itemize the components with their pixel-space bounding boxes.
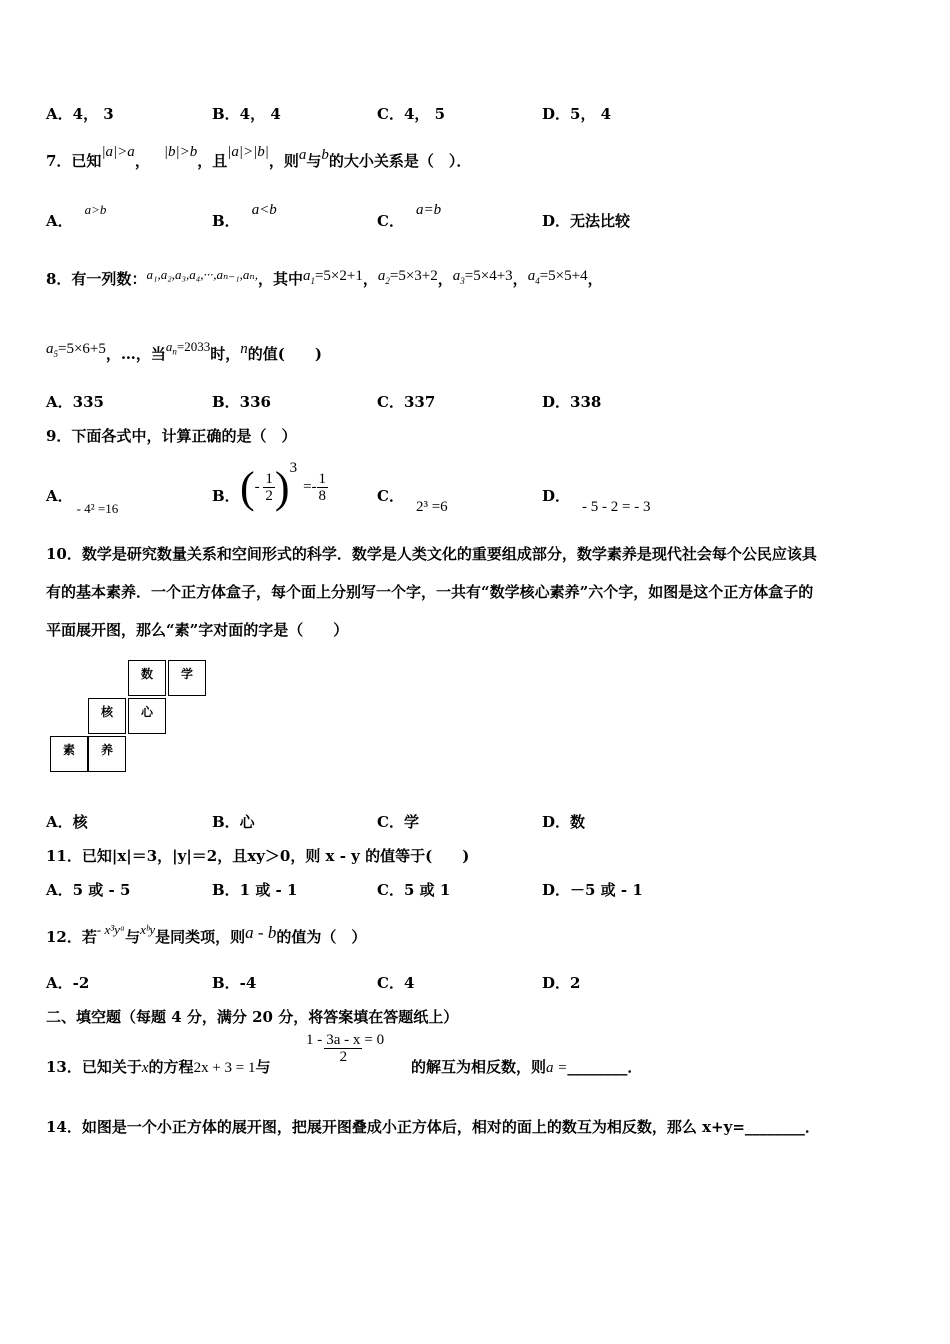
q8-an: =2033 bbox=[176, 339, 211, 354]
q13-eq1: 2x + 3 = 1 bbox=[193, 1060, 256, 1076]
q9-option-d bbox=[542, 485, 651, 515]
q7-var-a: a bbox=[298, 147, 307, 163]
q12-expr: a - b bbox=[245, 923, 277, 942]
q8-option-d: D．338 bbox=[542, 393, 602, 411]
q12-option-d: D．2 bbox=[542, 974, 581, 992]
q12-mid: 与 bbox=[125, 928, 141, 946]
cube-net bbox=[50, 658, 210, 774]
q13-tail-text: 的解互为相反数，则 bbox=[411, 1058, 547, 1076]
q10-option-b: B．心 bbox=[212, 813, 255, 831]
q9-option-d-label: D． bbox=[542, 487, 571, 505]
q8-eq1: =5×2+1 bbox=[314, 268, 363, 284]
q11-option-a: A．5 或 - 5 bbox=[46, 881, 131, 899]
q9-stem: 9．下面各式中，计算正确的是（ ） bbox=[46, 427, 297, 445]
q8-n: n bbox=[240, 341, 248, 357]
q13-eq2 bbox=[306, 1032, 384, 1065]
q7-option-c-expr: a=b bbox=[415, 202, 442, 218]
q9-option-b-rhs: =- bbox=[303, 479, 317, 495]
q13-blank[interactable]: ________． bbox=[567, 1058, 643, 1076]
q13-eq2-post: = 0 bbox=[364, 1032, 385, 1048]
q14-stem: 14．如图是一个小正方体的展开图，把展开图叠成小正方体后，相对的面上的数互为相反数，那么 x+y=________． bbox=[46, 1118, 820, 1136]
q6-option-d: D．5， 4 bbox=[542, 105, 612, 123]
q12-option-a: A．-2 bbox=[46, 974, 90, 992]
net-cell-shu: 数 bbox=[128, 660, 166, 696]
q8-line2b: 时， bbox=[210, 345, 241, 363]
q8-sequence: a₁,a₂,a₃,a₄,···,aₙ₋₁,aₙ, bbox=[146, 267, 258, 282]
q9-option-c-expr: 2³ =6 bbox=[415, 499, 448, 515]
q7-option-a-label: A． bbox=[46, 212, 73, 230]
q12-tail: 是同类项，则 bbox=[155, 928, 246, 946]
q8-number: 8．有一列数： bbox=[46, 270, 147, 288]
q8-eq4: =5×5+4 bbox=[539, 268, 588, 284]
q7-option-d: D．无法比较 bbox=[542, 212, 631, 230]
q8-eq3: =5×4+3 bbox=[464, 268, 513, 284]
q7-stem bbox=[46, 144, 472, 171]
q8-eq2: =5×3+2 bbox=[389, 268, 438, 284]
q7-option-b-label: B． bbox=[212, 212, 240, 230]
net-cell-xin: 心 bbox=[128, 698, 166, 734]
q11-option-d: D．－5 或 - 1 bbox=[542, 881, 643, 899]
q8-option-b: B．336 bbox=[212, 393, 271, 411]
q8-line2c: 的值( ) bbox=[247, 345, 322, 363]
q12-tail2: 的值为（ ） bbox=[276, 928, 367, 946]
q9-option-a-label: A． bbox=[46, 487, 73, 505]
q9-option-b-label: B． bbox=[212, 487, 240, 505]
q11-option-b: B．1 或 - 1 bbox=[212, 881, 298, 899]
q7-option-a bbox=[46, 202, 107, 231]
q7-var-b: b bbox=[321, 147, 329, 163]
q8-line2a: ，…，当 bbox=[105, 345, 166, 363]
q7-tail2: 的大小关系是（ ）． bbox=[328, 152, 472, 170]
q6-option-b: B．4， 4 bbox=[212, 105, 281, 123]
q7-option-b bbox=[212, 202, 277, 231]
q9-option-b bbox=[212, 485, 240, 506]
section-fill-in-title: 二、填空题（每题 4 分，满分 20 分，将答案填在答题纸上） bbox=[46, 1008, 459, 1026]
q8-stem-line1: 8．有一列数：a₁,a₂,a₃,a₄,···,aₙ₋₁,aₙ,，其中$a_1=5\times 2+1$，$a_2=5\times 3+2$，$a_3=5\times 4+3$，$a_4=5\times 5+4$， bbox=[46, 267, 603, 288]
q13-mid2: 与 bbox=[255, 1058, 271, 1076]
net-cell-yang: 养 bbox=[88, 736, 126, 772]
q7-tail1: ，则 bbox=[268, 152, 299, 170]
q6-option-c: C．4， 5 bbox=[377, 105, 446, 123]
q7-cond2: |b|>b bbox=[163, 144, 198, 160]
q11-option-c: C．5 或 1 bbox=[377, 881, 451, 899]
q10-line3: 平面展开图，那么“素”字对面的字是（ ） bbox=[46, 621, 349, 639]
q7-option-b-expr: a<b bbox=[251, 202, 277, 218]
q12-option-b: B．-4 bbox=[212, 974, 257, 992]
q13-stem bbox=[46, 1056, 271, 1077]
q7-option-c bbox=[377, 202, 442, 231]
q8-option-a: A．335 bbox=[46, 393, 104, 411]
q7-sep1: ， bbox=[134, 152, 150, 170]
q7-sep2: ，且 bbox=[197, 152, 228, 170]
net-cell-su: 素 bbox=[50, 736, 88, 772]
q12-option-c: C．4 bbox=[377, 974, 415, 992]
net-cell-xue: 学 bbox=[168, 660, 206, 696]
q7-mid: 与 bbox=[306, 152, 322, 170]
q13-eq2-pre: 1 - bbox=[306, 1032, 323, 1048]
q13-number: 13．已知关于 bbox=[46, 1058, 142, 1076]
q8-option-c: C．337 bbox=[377, 393, 436, 411]
q9-option-b-expr: (- $\frac{1}{2}$ )$^3$=- $\frac{1}{8}$ bbox=[240, 459, 327, 512]
q11-stem: 11．已知|x|＝3，|y|＝2，且xy＞0，则 x - y 的值等于( ) bbox=[46, 847, 470, 865]
q12-stem bbox=[46, 922, 367, 947]
q9-option-a-expr: - 4² =16 bbox=[76, 501, 119, 516]
net-cell-he: 核 bbox=[88, 698, 126, 734]
q10-line2: 有的基本素养．一个正方体盒子，每个面上分别写一个字，一共有“数学核心素养”六个字，如图是这个正方体盒子的 bbox=[46, 583, 814, 601]
q13-mid: 的方程 bbox=[148, 1058, 194, 1076]
q9-option-d-expr: - 5 - 2 = - 3 bbox=[582, 499, 651, 515]
q12-term2: xᵇy bbox=[140, 922, 156, 937]
q13-tail bbox=[411, 1056, 642, 1077]
q9-option-a bbox=[46, 485, 119, 516]
q10-option-c: C．学 bbox=[377, 813, 419, 831]
q10-option-d: D．数 bbox=[542, 813, 586, 831]
q7-cond1: |a|>a bbox=[101, 144, 135, 160]
q7-option-a-expr: a>b bbox=[84, 202, 107, 217]
q7-option-c-label: C． bbox=[377, 212, 404, 230]
q13-eq2-num: 3a - x bbox=[326, 1032, 361, 1048]
q12-number: 12．若 bbox=[46, 928, 97, 946]
q9-option-c-label: C． bbox=[377, 487, 404, 505]
q10-line1: 10．数学是研究数量关系和空间形式的科学．数学是人类文化的重要组成部分，数学素养是现代社会每个公民应该具 bbox=[46, 545, 817, 563]
q9-option-c bbox=[377, 485, 448, 515]
q8-mid: ，其中 bbox=[257, 270, 303, 288]
q8-eq5: =5×6+5 bbox=[58, 341, 106, 357]
q12-term1: - x³yᵃ bbox=[96, 922, 126, 937]
q7-cond3: |a|>|b| bbox=[227, 144, 269, 160]
q10-option-a: A．核 bbox=[46, 813, 88, 831]
q8-stem-line2: $a_5=5\times 6+5$，…，当$a_n=2033$时，n的值( ) bbox=[46, 339, 322, 363]
q13-eq2-den: 2 bbox=[339, 1049, 348, 1065]
q6-option-a: A．4， 3 bbox=[46, 105, 114, 123]
q13-a: a = bbox=[546, 1060, 568, 1076]
q13-x: x bbox=[141, 1060, 149, 1076]
q7-number: 7．已知 bbox=[46, 152, 102, 170]
